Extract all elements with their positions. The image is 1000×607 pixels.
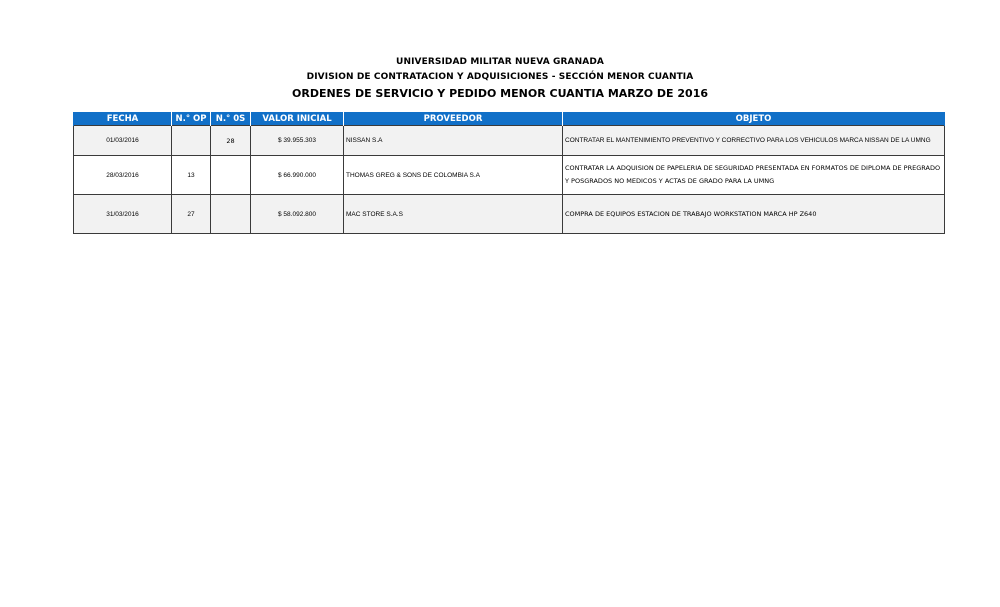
- cell-os: [211, 156, 251, 195]
- cell-os: 28: [211, 126, 251, 156]
- table-row: [74, 126, 945, 156]
- column-header-valor: VALOR INICIAL: [251, 113, 344, 126]
- cell-objeto: CONTRATAR LA ADQUISION DE PAPELERIA DE SEGURIDAD PRESENTADA EN FORMATOS DE DIPLOMA DE PREGRADO Y POSGRADOS NO MEDICOS Y ACTAS DE GRADO PARA LA UMNG: [563, 156, 945, 195]
- column-header-op: N.° OP: [172, 113, 211, 126]
- cell-op: [172, 126, 211, 156]
- cell-objeto: COMPRA DE EQUIPOS ESTACION DE TRABAJO WORKSTATION MARCA HP Z640: [563, 195, 945, 234]
- cell-valor: $ 66.990.000: [251, 156, 344, 195]
- cell-fecha: 31/03/2016: [74, 195, 172, 234]
- orders-table: [73, 112, 945, 234]
- document-title: ORDENES DE SERVICIO Y PEDIDO MENOR CUANTIA MARZO DE 2016: [292, 87, 708, 100]
- table-header-row: [74, 113, 945, 126]
- column-header-proveedor: PROVEEDOR: [344, 113, 563, 126]
- column-header-fecha: FECHA: [74, 113, 172, 126]
- cell-valor: $ 58.092.800: [251, 195, 344, 234]
- column-header-objeto: OBJETO: [563, 113, 945, 126]
- cell-proveedor: MAC STORE S.A.S: [344, 195, 563, 234]
- table-row: [74, 156, 945, 195]
- cell-fecha: 28/03/2016: [74, 156, 172, 195]
- document-header: [0, 55, 1000, 102]
- cell-fecha: 01/03/2016: [74, 126, 172, 156]
- institution-name: UNIVERSIDAD MILITAR NUEVA GRANADA: [396, 57, 604, 67]
- table-row: [74, 195, 945, 234]
- column-header-os: N.° 0S: [211, 113, 251, 126]
- cell-op: 27: [172, 195, 211, 234]
- cell-valor: $ 39.955.303: [251, 126, 344, 156]
- cell-os: [211, 195, 251, 234]
- division-name: DIVISION DE CONTRATACION Y ADQUISICIONES - SECCIÓN MENOR CUANTIA: [306, 72, 694, 82]
- cell-proveedor: NISSAN S.A: [344, 126, 563, 156]
- cell-op: 13: [172, 156, 211, 195]
- cell-proveedor: THOMAS GREG & SONS DE COLOMBIA S.A: [344, 156, 563, 195]
- cell-objeto: CONTRATAR EL MANTENIMIENTO PREVENTIVO Y CORRECTIVO PARA LOS VEHICULOS MARCA NISSAN DE LA UMNG: [563, 126, 945, 156]
